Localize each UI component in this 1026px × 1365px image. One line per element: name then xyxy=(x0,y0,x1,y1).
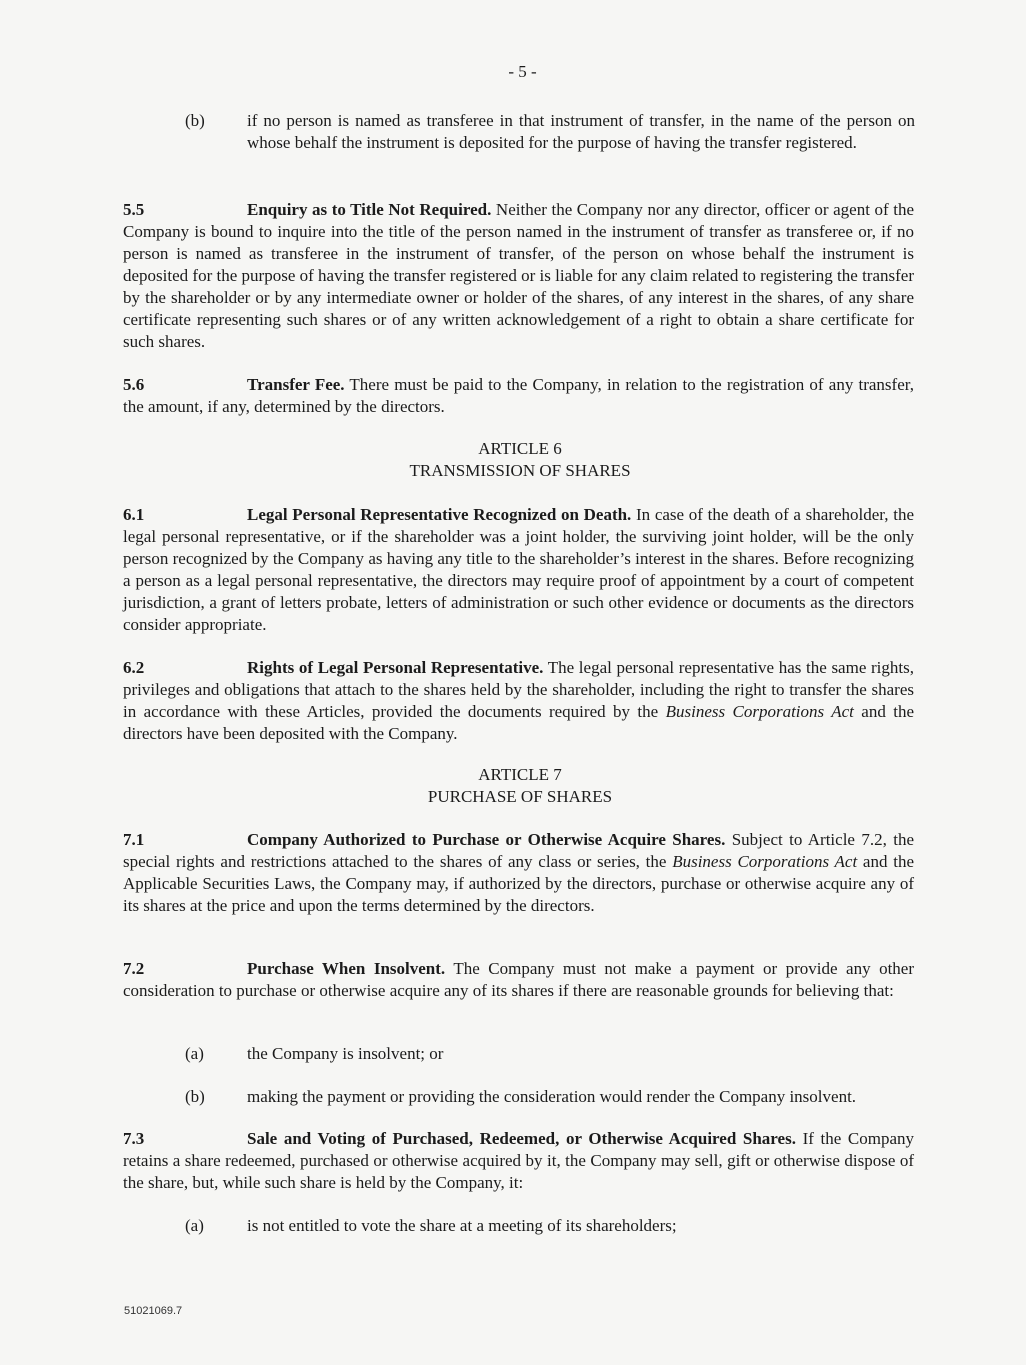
article-title: TRANSMISSION OF SHARES xyxy=(409,461,631,480)
item-label: (b) xyxy=(185,111,205,130)
page-number: - 5 - xyxy=(508,62,537,81)
item-label: (a) xyxy=(185,1044,204,1063)
section-number: 6.2 xyxy=(123,658,145,677)
section-title: Sale and Voting of Purchased, Redeemed, or Otherwise Acquired Shares. xyxy=(247,1129,796,1148)
item-text: if no person is named as transferee in that instrument of transfer, in the name of the person on whose behalf the instrument is deposited for the purpose of having the transfer registered. xyxy=(247,111,915,152)
section-number: 7.2 xyxy=(123,959,145,978)
article-number: ARTICLE 6 xyxy=(478,439,562,458)
act-name: Business Corporations Act xyxy=(672,852,858,871)
section-number: 7.1 xyxy=(123,830,145,849)
section-text: In case of the death of a shareholder, the legal personal representative, or if the shareholder was a joint holder, the surviving joint holder, will be the only person recognized by the Company as having any title to the shareholder’s interest in the shares. Before recognizing a person as a legal personal representative, the directors may require proof of appointment by a court of competent jurisdiction, a grant of letters probate, letters of administration or such other evidence or documents as the directors consider appropriate. xyxy=(123,505,914,634)
section-text: Subject to Article 7.2, the special rights and restrictions attached to the shares of any class or series, the xyxy=(123,830,914,871)
section-7-1 xyxy=(123,829,914,917)
section-6-2 xyxy=(123,657,914,745)
article-title: PURCHASE OF SHARES xyxy=(427,787,613,806)
section-text-continued: and the Applicable Securities Laws, the Company may, if authorized by the directors, purchase or otherwise acquire any of its shares at the price and upon the terms determined by the directors. xyxy=(123,852,914,915)
section-title: Legal Personal Representative Recognized on Death. xyxy=(247,505,632,524)
section-text-continued: and the directors have been deposited with the Company. xyxy=(123,702,914,743)
section-title: Purchase When Insolvent. xyxy=(247,959,446,978)
section-number: 6.1 xyxy=(123,505,145,524)
item-text: making the payment or providing the consideration would render the Company insolvent. xyxy=(247,1087,857,1106)
article-number: ARTICLE 7 xyxy=(478,765,562,784)
section-text: Neither the Company nor any director, officer or agent of the Company is bound to inquire into the title of the person named in the instrument of transfer as transferee or, if no person is named as transferee in the instrument of transfer, of the person on whose behalf the instrument is deposited for the purpose of having the transfer registered or is liable for any claim related to registering the transfer by the shareholder or by any intermediate owner or holder of the shares, of any interest in the shares, of any share certificate representing such shares or of any written acknowledgement of a right to obtain a share certificate for such shares. xyxy=(123,200,914,351)
section-title: Rights of Legal Personal Representative. xyxy=(247,658,544,677)
section-5-5 xyxy=(123,199,914,353)
section-7-3 xyxy=(123,1128,914,1194)
section-title: Company Authorized to Purchase or Otherwise Acquire Shares. xyxy=(247,830,726,849)
item-7-3-a xyxy=(185,1215,915,1237)
section-title: Enquiry as to Title Not Required. xyxy=(247,200,492,219)
section-number: 7.3 xyxy=(123,1129,145,1148)
item-7-2-a xyxy=(185,1043,915,1065)
section-number: 5.5 xyxy=(123,200,145,219)
section-number: 5.6 xyxy=(123,375,145,394)
item-7-2-b xyxy=(185,1086,915,1108)
section-text: The legal personal representative has the same rights, privileges and obligations that attach to the shares held by the shareholder, including the right to transfer the shares in accordance with these Articles, provided the documents required by the xyxy=(123,658,914,721)
article-6-heading xyxy=(0,438,1026,482)
act-name: Business Corporations Act xyxy=(665,702,854,721)
section-text: There must be paid to the Company, in relation to the registration of any transfer, the amount, if any, determined by the directors. xyxy=(123,375,914,416)
document-id-footer: 51021069.7 xyxy=(124,1305,183,1317)
item-b-top xyxy=(185,110,915,154)
article-7-heading xyxy=(0,764,1026,808)
section-6-1 xyxy=(123,504,914,636)
item-label: (b) xyxy=(185,1087,205,1106)
item-label: (a) xyxy=(185,1216,204,1235)
section-7-2 xyxy=(123,958,914,1002)
section-text: The Company must not make a payment or provide any other consideration to purchase or otherwise acquire any of its shares if there are reasonable grounds for believing that: xyxy=(123,959,914,1000)
section-title: Transfer Fee. xyxy=(247,375,345,394)
item-text: is not entitled to vote the share at a meeting of its shareholders; xyxy=(247,1216,677,1235)
section-text: If the Company retains a share redeemed, purchased or otherwise acquired by it, the Company may sell, gift or otherwise dispose of the share, but, while such share is held by the Company, it: xyxy=(123,1129,914,1192)
item-text: the Company is insolvent; or xyxy=(247,1044,444,1063)
section-5-6 xyxy=(123,374,914,418)
